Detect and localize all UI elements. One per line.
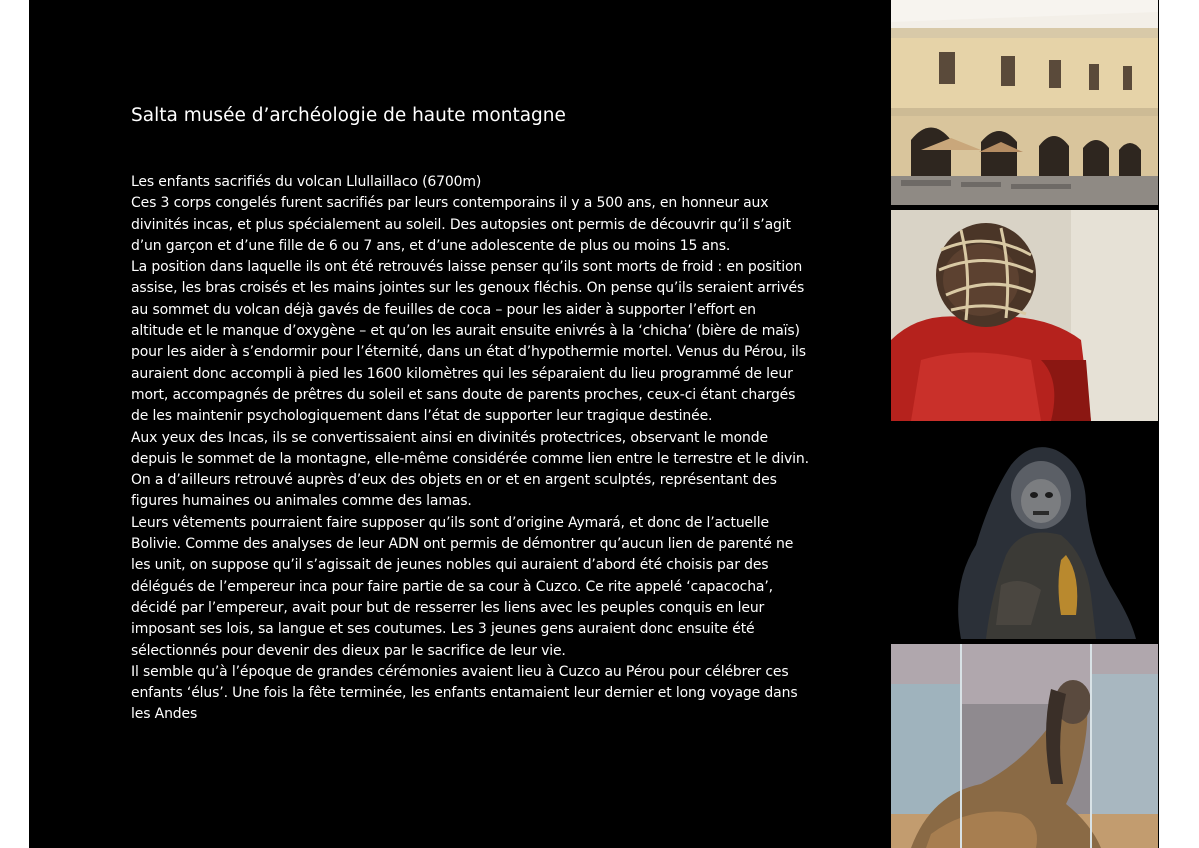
body-text [131,172,811,726]
photo-mummy-dark [891,425,1158,639]
paragraph: Leurs vêtements pourraient faire supposer qu’ils sont d’origine Aymará, et donc de l’actuelle Bolivie. Comme des analyses de leur ADN ont permis de démontrer qu’aucun lien de parenté ne les unit, on suppose qu’il s’agissait de jeunes nobles qui auraient d’abord été choisis par des délégués de l’empereur inca pour faire partie de sa cour à Cuzco. Ce rite appelé ‘capacocha’, décidé par l’empereur, avait pour but de resserrer les liens avec les peuples conquis en leur imposant ses lois, sa langue et ses coutumes. Les 3 jeunes gens auraient donc ensuite été sélectionnés pour devenir des dieux par le sacrifice de leur vie. [131,514,794,659]
paragraph: Il semble qu’à l’époque de grandes cérémonies avaient lieu à Cuzco au Pérou pour célébrer ces enfants ‘élus’. Une fois la fête terminée, les enfants entamaient leur dernier et long voyage dans les Andes [131,663,798,723]
paragraph: Ces 3 corps congelés furent sacrifiés par leurs contemporains il y a 500 ans, en honneur aux divinités incas, et plus spécialement au soleil. Des autopsies ont permis de découvrir qu’il s’agit d’un garçon et d’une fille de 6 ou 7 ans, et d’une adolescente de plus ou moins 15 ans. [131,195,791,254]
paragraph: Les enfants sacrifiés du volcan Llullaillaco (6700m) [131,174,482,190]
paragraph: Aux yeux des Incas, ils se convertissaient ainsi en divinités protectrices, observant le monde depuis le sommet de la montagne, elle-même considérée comme lien entre le terrestre et le divin. On a d’ailleurs retrouvé auprès d’eux des objets en or et en argent sculptés, représentant des figures humaines ou animales comme des lamas. [131,429,809,510]
photo-mummy-red-textile [891,210,1158,421]
paragraph: La position dans laquelle ils ont été retrouvés laisse penser qu’ils sont morts de froid : en position assise, les bras croisés et les mains jointes sur les genoux fléchis. On pense qu’ils seraient arrivés au sommet du volcan déjà gavés de feuilles de coca – pour les aider à supporter l’effort en altitude et le manque d’oxygène – et qu’on les aurait ensuite enivrés à la ‘chicha’ (bière de maïs) pour les aider à s’endormir pour l’éternité, dans un état d’hypothermie mortel. Venus du Pérou, ils auraient donc accompli à pied les 1600 kilomètres qui les séparaient du lieu programmé de leur mort, accompagnés de prêtres du soleil et sans doute de parents proches, ceux-ci étant chargés de les maintenir psychologiquement dans l’état de supporter leur tragique destinée. [131,259,806,425]
page-title: Salta musée d’archéologie de haute montagne [131,105,566,126]
photo-mummy-display-case [891,644,1158,848]
slide [29,0,1159,848]
photo-museum-building [891,0,1158,205]
